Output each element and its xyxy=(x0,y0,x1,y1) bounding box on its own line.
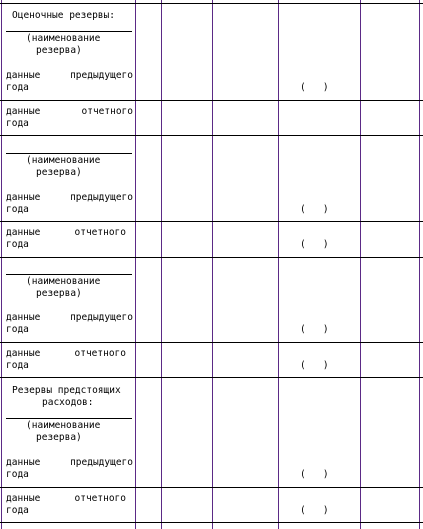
year-label: года xyxy=(6,505,29,516)
paren-placeholder: ( ) xyxy=(300,505,329,516)
year-label: года xyxy=(6,118,29,129)
column-border xyxy=(360,0,361,529)
name-placeholder-line1: (наименование xyxy=(26,155,101,166)
prev-year-label: данные предыдущего xyxy=(6,192,133,203)
name-placeholder-line2: резерва) xyxy=(36,432,82,443)
section-heading-future-line2: расходов: xyxy=(42,397,94,408)
year-label: года xyxy=(6,239,29,250)
current-label: данные отчетного xyxy=(6,493,126,504)
name-placeholder-line2: резерва) xyxy=(36,45,82,56)
current-label: данные отчетного xyxy=(6,106,133,117)
prev-year-label: данные предыдущего xyxy=(6,457,133,468)
section-heading-estimated: Оценочные резервы: xyxy=(12,10,115,21)
row-border xyxy=(0,3,423,4)
name-underline xyxy=(6,418,132,419)
row-border xyxy=(0,221,423,222)
year-label: года xyxy=(6,469,29,480)
column-border xyxy=(135,0,136,529)
paren-placeholder: ( ) xyxy=(300,324,329,335)
name-underline xyxy=(6,31,132,32)
year-label: года xyxy=(6,360,29,371)
column-border xyxy=(212,0,213,529)
column-border xyxy=(1,0,2,529)
name-placeholder-line1: (наименование xyxy=(26,33,101,44)
row-border xyxy=(0,100,423,101)
row-border xyxy=(0,522,423,523)
row-border xyxy=(0,342,423,343)
paren-placeholder: ( ) xyxy=(300,82,329,93)
prev-year-label: данные предыдущего xyxy=(6,312,133,323)
column-border xyxy=(161,0,162,529)
name-placeholder-line1: (наименование xyxy=(26,276,101,287)
column-border xyxy=(278,0,279,529)
name-placeholder-line2: резерва) xyxy=(36,167,82,178)
row-border xyxy=(0,257,423,258)
current-label: данные отчетного xyxy=(6,348,126,359)
paren-placeholder: ( ) xyxy=(300,360,329,371)
name-placeholder-line1: (наименование xyxy=(26,420,101,431)
row-border xyxy=(0,135,423,136)
year-label: года xyxy=(6,82,29,93)
name-underline xyxy=(6,153,132,154)
paren-placeholder: ( ) xyxy=(300,204,329,215)
paren-placeholder: ( ) xyxy=(300,239,329,250)
current-label: данные отчетного xyxy=(6,227,126,238)
prev-year-label: данные предыдущего xyxy=(6,70,133,81)
row-border xyxy=(0,487,423,488)
column-border xyxy=(419,0,420,529)
name-placeholder-line2: резерва) xyxy=(36,288,82,299)
year-label: года xyxy=(6,324,29,335)
name-underline xyxy=(6,274,132,275)
paren-placeholder: ( ) xyxy=(300,469,329,480)
row-border xyxy=(0,377,423,378)
year-label: года xyxy=(6,204,29,215)
section-heading-future-line1: Резервы предстоящих xyxy=(12,385,121,396)
